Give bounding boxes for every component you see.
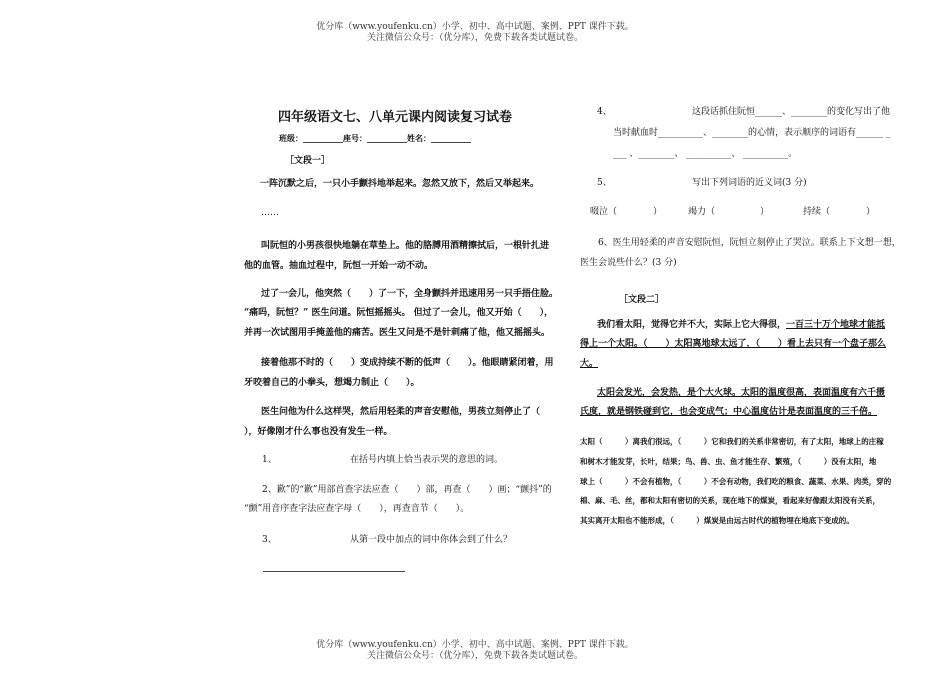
- exam-title: 四年级语文七、八单元课内阅读复习试卷: [278, 110, 513, 125]
- passage-1-p4-line2: 牙咬着自己的小拳头，想竭力制止（ ）。: [244, 378, 420, 388]
- page-footer: [0, 640, 950, 662]
- question-2-line2: “颤”用音序查字法应查字母（ ），再查音节（ ）。: [244, 504, 470, 514]
- passage-1-p3-line2: “痛吗，阮恒？” 医生问道。阮恒摇摇头。 但过了一会儿，他又开始（ ），: [244, 308, 554, 318]
- passage-2-s1-line2: 得上一个太阳。（ ）太阳离地球太远了，（ ）看上去只有一个盘子那么: [580, 339, 887, 349]
- passage-2-s3-line3: 球上（ ）不会有植物，（ ）不会有动物，我们吃的粮食、蔬菜、水果、肉类，穿的: [580, 477, 892, 486]
- footer-line-2: 关注微信公众号：（优分库），免费下载各类试题试卷。: [366, 651, 583, 661]
- passage-1-p3-line1: 过了一会儿，他突然（ ）了一下，全身颤抖并迅速用另一只手捂住脸。: [261, 289, 559, 299]
- passage-2-s2-line2: 氏度，就是钢铁碰到它，也会变成气；中心温度估计是表面温度的三千倍。: [580, 407, 878, 417]
- passage-2-s1-plain: 我们看太阳，觉得它并不大，实际上它大得很，: [597, 320, 787, 330]
- passage-1-p1: 一阵沉默之后，一只小手颤抖地举起来。忽然又放下，然后又举起来。: [260, 179, 540, 189]
- question-1-text: 在括号内填上恰当表示哭的意思的词。: [350, 455, 504, 465]
- header-line-2: 关注微信公众号：（优分库），免费下载各类试题试卷。: [366, 33, 583, 43]
- question-6-line1: 6、医生用轻柔的声音安慰阮恒，阮恒立刻停止了哭泣。联系上下文想一想，: [598, 238, 901, 248]
- footer-line-1: 优分库（www.youfenku.cn）小学、初中、高中试题、案例、PPT 课件下载。: [316, 640, 634, 650]
- question-3-answer-line[interactable]: [263, 571, 405, 572]
- passage-1-p5-line2: ），好像刚才什么事也没有发生一样。: [244, 427, 393, 437]
- synonym-item-1: 啜泣（ ）: [590, 207, 663, 217]
- question-3-text: 从第一段中加点的词中你体会到了什么？: [350, 535, 513, 545]
- passage-2-s3-line5: 其实离开太阳也不能形成，（ ）煤炭是由远古时代的植物埋在地底下变成的。: [580, 516, 854, 525]
- section-1-label: ［文段一］: [285, 156, 331, 166]
- section-2-label: ［文段二］: [619, 295, 665, 305]
- passage-1-p2-line1: 叫阮恒的小男孩很快地躺在草垫上。他的胳膊用酒精擦拭后，一根针扎进: [261, 241, 550, 251]
- passage-2-s1-line3: 大。: [580, 359, 599, 369]
- question-4-number: 4、: [597, 107, 612, 117]
- synonym-item-2: 竭力（ ）: [688, 207, 770, 217]
- passage-2-s3-line2: 和树木才能发芽，长叶，结果；鸟、兽、虫、鱼才能生存、繁殖，（ ）没有太阳，地: [580, 457, 877, 466]
- synonym-item-3: 持续（ ）: [803, 207, 876, 217]
- page-header: [0, 22, 950, 44]
- question-5-number: 5、: [597, 178, 612, 188]
- passage-2-s1-line1: [597, 317, 885, 330]
- question-5-text: 写出下列词语的近义词(3 分): [692, 178, 807, 188]
- passage-2-s3-line4: 棉、麻、毛、丝，都和太阳有密切的关系，现在地下的煤炭，看起来好像跟太阳没有关系，: [580, 496, 880, 505]
- passage-1-p5-line1: 医生问他为什么这样哭，然后用轻柔的声音安慰他，男孩立刻停止了（: [261, 407, 541, 417]
- passage-1-p4-line1: 接着他那不时的（ ）变成持续不断的低声（ ）。他眼睛紧闭着，用: [261, 358, 554, 368]
- passage-1-ellipsis: ……: [261, 208, 279, 218]
- passage-1-p2-line2: 他的血管。抽血过程中，阮恒一开始一动不动。: [244, 261, 434, 271]
- question-3-number: 3、: [262, 535, 277, 545]
- question-4-line1: 这段话抓住阮恒______、________的变化写出了他: [692, 107, 891, 117]
- passage-1-p3-line3: 并再一次试图用手掩盖他的痛苦。医生又问是不是针刺痛了他，他又摇摇头。: [244, 328, 551, 338]
- header-line-1: 优分库（www.youfenku.cn）小学、初中、高中试题、案例、PPT 课件下载。: [316, 22, 634, 32]
- question-4-line3: ___ 、________、 __________、 __________。: [613, 149, 798, 159]
- passage-2-s2-line1: 太阳会发光，会发热，是个大火球。太阳的温度很高，表面温度有六千摄: [597, 388, 886, 398]
- question-6-line2: 医生会说些什么？(3 分): [580, 258, 677, 268]
- question-1-number: 1、: [262, 455, 277, 465]
- student-info-line[interactable]: 班级：__________座号：__________姓名：__________: [279, 133, 471, 143]
- passage-2-s3-line1: 太阳（ ）离我们很远，（ ）它和我们的关系非常密切，有了太阳，地球上的庄稼: [580, 437, 884, 446]
- question-4-line2: 当时献血时__________、________的心情，表示顺序的词语有______ _: [613, 128, 891, 138]
- question-2-line1: 2、歉”的“歉”用部首查字法应查（ ）部，再查（ ）画；“颤抖”的: [262, 485, 552, 495]
- passage-2-s1-underlined: 一百三十万个地球才能抵: [786, 320, 886, 330]
